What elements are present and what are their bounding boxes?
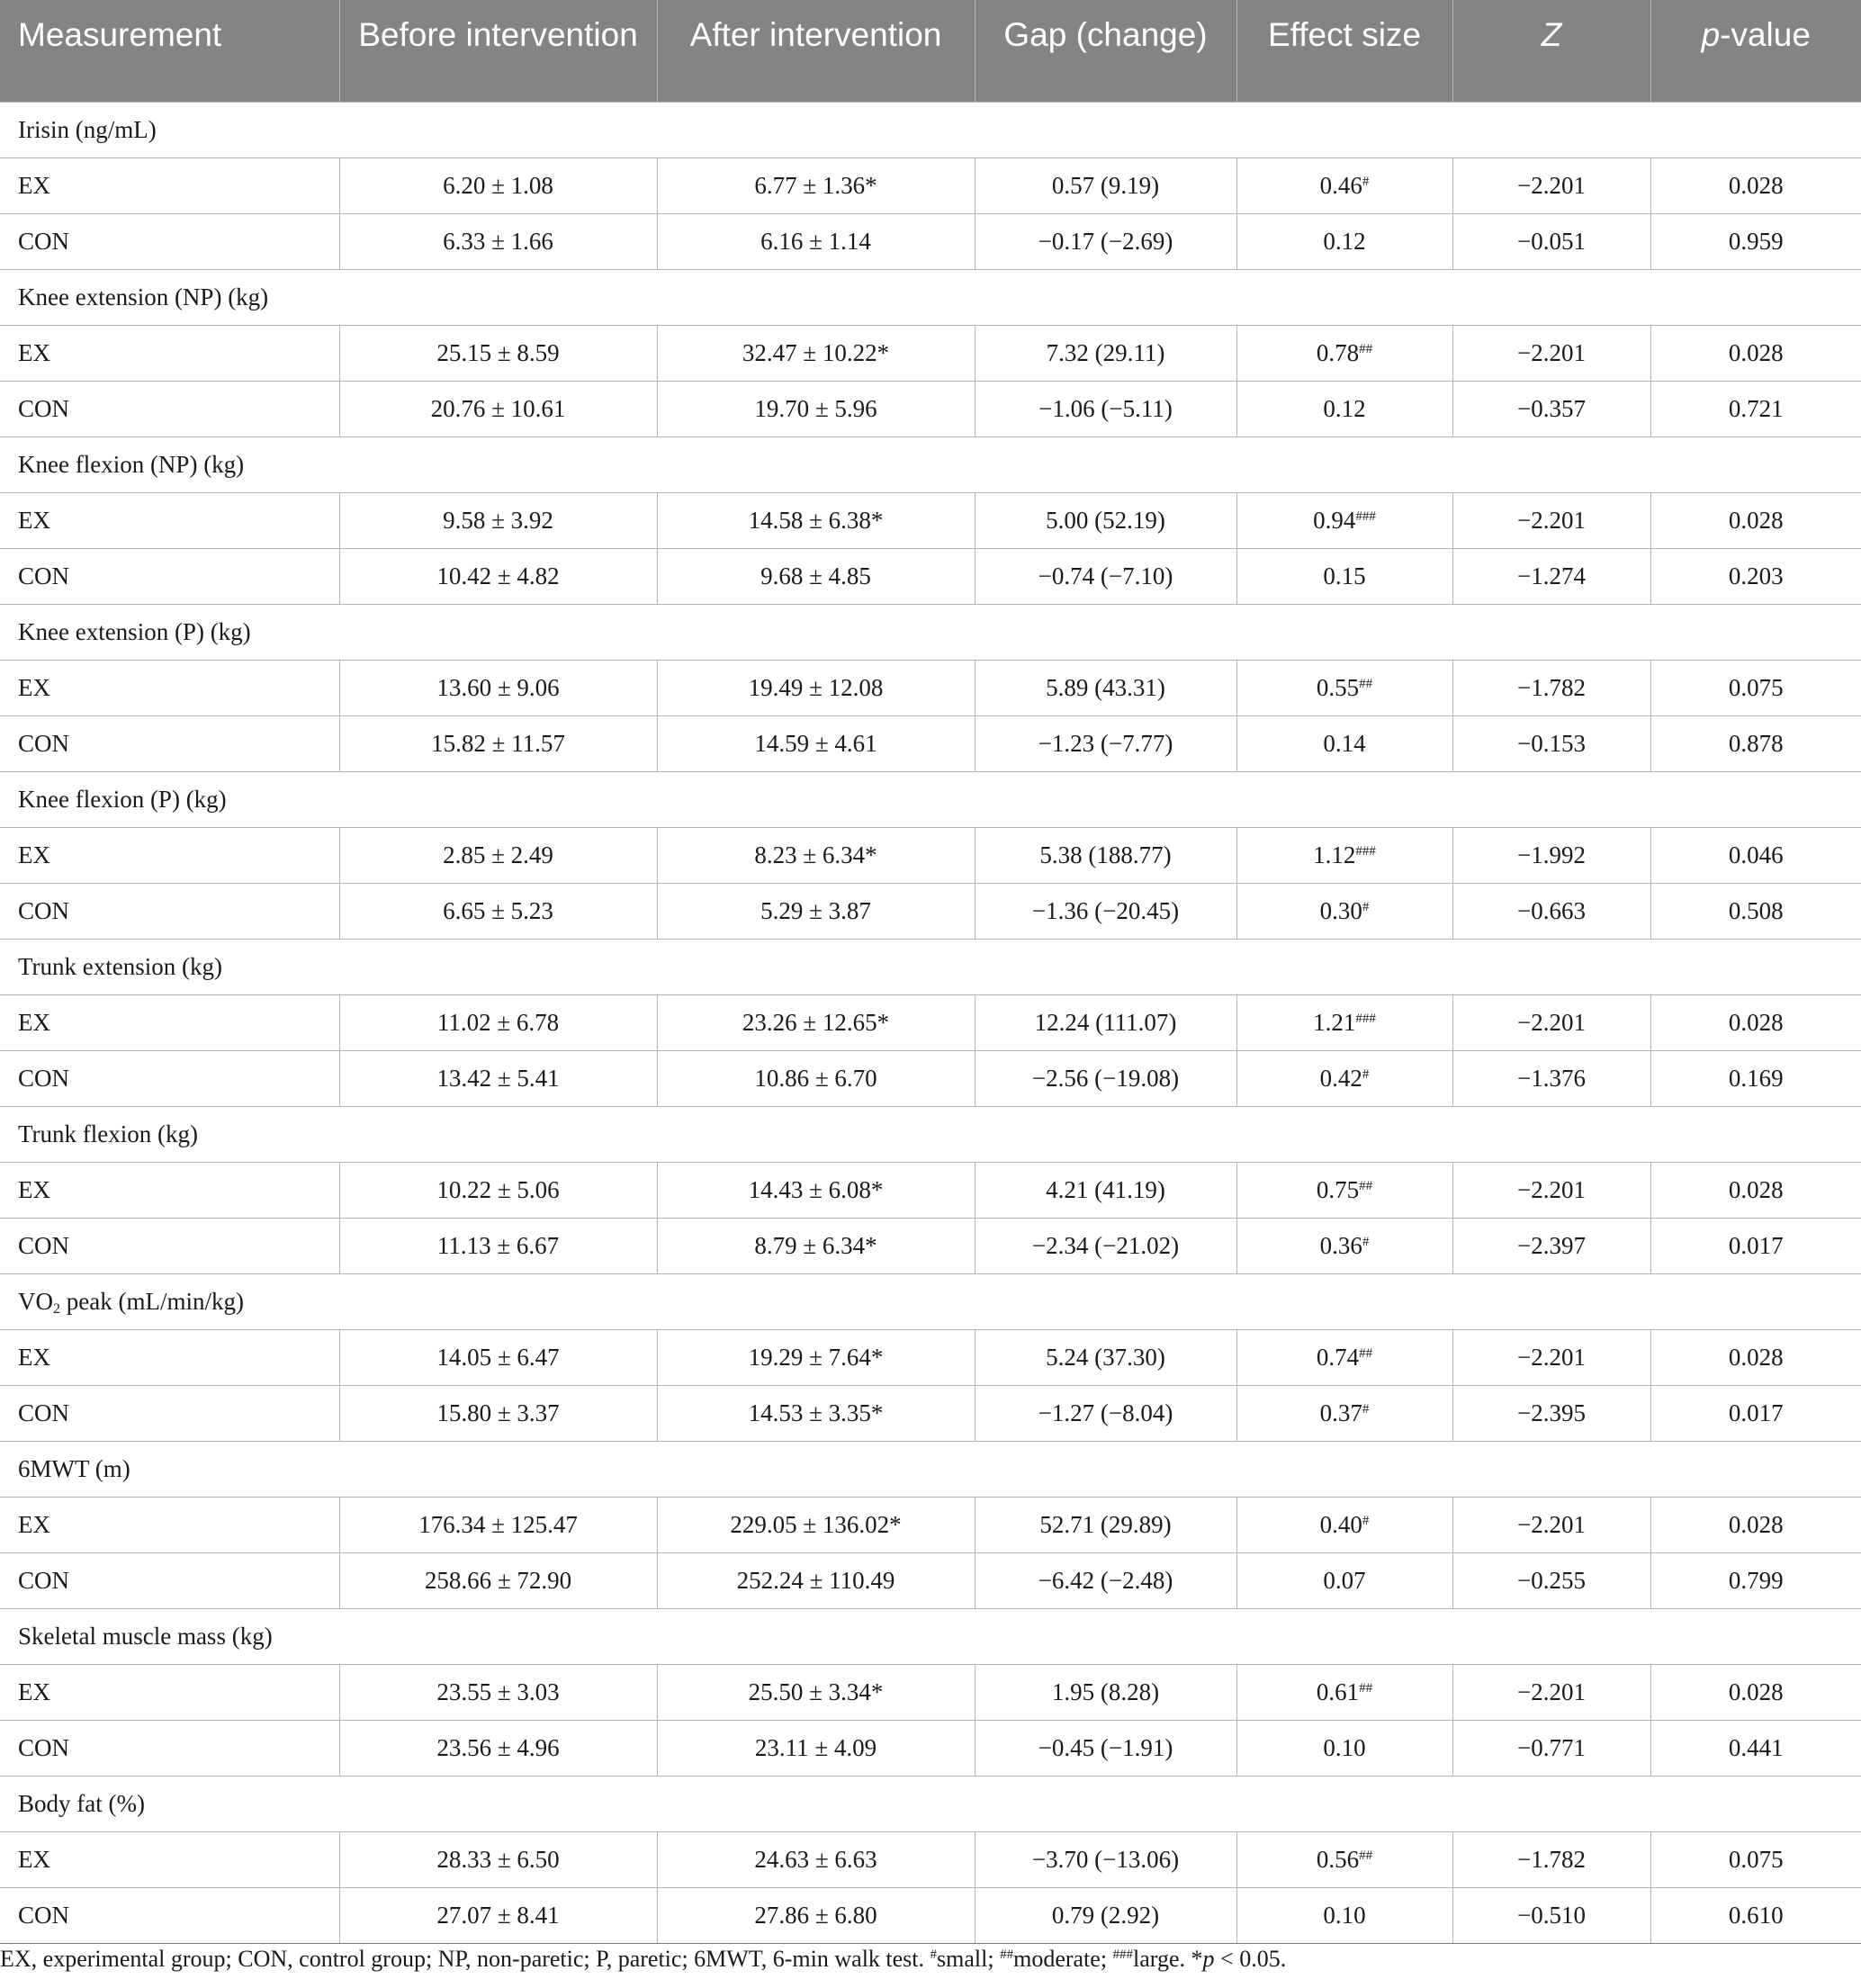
cell-after: 5.29 ± 3.87 — [657, 883, 975, 939]
cell-p-value: 0.203 — [1650, 548, 1861, 604]
cell-before: 11.13 ± 6.67 — [339, 1218, 657, 1273]
effect-size-value: 0.12 — [1323, 395, 1366, 422]
table-row — [0, 1497, 1861, 1552]
effect-size-value: 0.74 — [1316, 1344, 1360, 1371]
effect-size-mark: ## — [1359, 677, 1373, 691]
table-row — [0, 827, 1861, 883]
cell-gap: −6.42 (−2.48) — [975, 1552, 1236, 1608]
group-row — [0, 269, 1861, 325]
cell-p-value: 0.169 — [1650, 1050, 1861, 1106]
cell-after: 25.50 ± 3.34* — [657, 1664, 975, 1720]
effect-size-value: 0.55 — [1316, 674, 1360, 701]
effect-size-value: 0.40 — [1319, 1511, 1362, 1538]
measurement-group-label: Trunk extension (kg) — [0, 939, 1861, 994]
cell-effect-size — [1236, 157, 1452, 213]
effect-size-value: 1.21 — [1313, 1009, 1356, 1036]
cell-z: −1.992 — [1452, 827, 1650, 883]
group-row — [0, 436, 1861, 492]
cell-after: 6.77 ± 1.36* — [657, 157, 975, 213]
cell-z: −2.397 — [1452, 1218, 1650, 1273]
footnote-large: large. * — [1133, 1946, 1203, 1972]
cell-before: 20.76 ± 10.61 — [339, 381, 657, 436]
effect-size-value: 0.94 — [1313, 507, 1356, 534]
group-row — [0, 939, 1861, 994]
measurement-group-label: 6MWT (m) — [0, 1441, 1861, 1497]
cell-group: EX — [0, 157, 339, 213]
table-body — [0, 102, 1861, 1943]
cell-group: CON — [0, 883, 339, 939]
effect-size-mark: # — [1362, 175, 1370, 189]
cell-z: −2.201 — [1452, 325, 1650, 381]
effect-size-mark: # — [1362, 1514, 1370, 1528]
cell-before: 258.66 ± 72.90 — [339, 1552, 657, 1608]
cell-gap: −0.45 (−1.91) — [975, 1720, 1236, 1776]
cell-p-value: 0.721 — [1650, 381, 1861, 436]
table-row — [0, 1050, 1861, 1106]
cell-before: 11.02 ± 6.78 — [339, 994, 657, 1050]
cell-after: 19.49 ± 12.08 — [657, 660, 975, 715]
table-row — [0, 548, 1861, 604]
measurement-group-label: Body fat (%) — [0, 1776, 1861, 1831]
header-after: After intervention — [657, 0, 975, 102]
effect-size-value: 0.10 — [1323, 1734, 1366, 1761]
cell-after: 8.79 ± 6.34* — [657, 1218, 975, 1273]
table-row — [0, 1664, 1861, 1720]
cell-p-value: 0.028 — [1650, 1329, 1861, 1385]
cell-effect-size — [1236, 660, 1452, 715]
table-footnote — [0, 1946, 1286, 1973]
effect-size-mark: # — [1362, 1235, 1370, 1249]
cell-group: EX — [0, 994, 339, 1050]
cell-before: 13.42 ± 5.41 — [339, 1050, 657, 1106]
group-row — [0, 1776, 1861, 1831]
cell-effect-size — [1236, 548, 1452, 604]
cell-gap: −1.36 (−20.45) — [975, 883, 1236, 939]
cell-z: −2.201 — [1452, 1664, 1650, 1720]
effect-size-value: 0.46 — [1319, 172, 1362, 199]
cell-effect-size — [1236, 883, 1452, 939]
cell-before: 13.60 ± 9.06 — [339, 660, 657, 715]
cell-p-value: 0.799 — [1650, 1552, 1861, 1608]
measurement-group-label: Knee flexion (P) (kg) — [0, 771, 1861, 827]
cell-z: −1.782 — [1452, 1831, 1650, 1887]
cell-after: 8.23 ± 6.34* — [657, 827, 975, 883]
cell-p-value: 0.441 — [1650, 1720, 1861, 1776]
cell-effect-size — [1236, 213, 1452, 269]
cell-group: CON — [0, 715, 339, 771]
table-row — [0, 883, 1861, 939]
cell-before: 28.33 ± 6.50 — [339, 1831, 657, 1887]
table-row — [0, 492, 1861, 548]
cell-z: −1.782 — [1452, 660, 1650, 715]
cell-p-value: 0.046 — [1650, 827, 1861, 883]
cell-group: EX — [0, 325, 339, 381]
cell-p-value: 0.028 — [1650, 1162, 1861, 1218]
group-label-subscript: 2 — [53, 1301, 60, 1317]
cell-before: 15.80 ± 3.37 — [339, 1385, 657, 1441]
effect-size-value: 0.15 — [1323, 562, 1366, 589]
header-gap: Gap (change) — [975, 0, 1236, 102]
cell-z: −2.395 — [1452, 1385, 1650, 1441]
footnote-mark-moderate: ## — [1000, 1948, 1014, 1962]
header-p-rest: -value — [1720, 16, 1811, 53]
cell-gap: −1.06 (−5.11) — [975, 381, 1236, 436]
cell-after: 229.05 ± 136.02* — [657, 1497, 975, 1552]
cell-p-value: 0.075 — [1650, 660, 1861, 715]
cell-group: EX — [0, 1831, 339, 1887]
cell-before: 2.85 ± 2.49 — [339, 827, 657, 883]
cell-p-value: 0.028 — [1650, 1664, 1861, 1720]
cell-after: 23.26 ± 12.65* — [657, 994, 975, 1050]
cell-group: EX — [0, 827, 339, 883]
effect-size-value: 0.14 — [1323, 730, 1366, 757]
cell-z: −2.201 — [1452, 1497, 1650, 1552]
table-row — [0, 157, 1861, 213]
cell-group: CON — [0, 213, 339, 269]
effect-size-value: 0.61 — [1316, 1678, 1360, 1705]
cell-p-value: 0.028 — [1650, 492, 1861, 548]
cell-p-value: 0.028 — [1650, 325, 1861, 381]
cell-after: 23.11 ± 4.09 — [657, 1720, 975, 1776]
effect-size-value: 0.42 — [1319, 1065, 1362, 1092]
group-row — [0, 604, 1861, 660]
cell-z: −2.201 — [1452, 1162, 1650, 1218]
table-row — [0, 715, 1861, 771]
cell-gap: −1.23 (−7.77) — [975, 715, 1236, 771]
cell-before: 6.65 ± 5.23 — [339, 883, 657, 939]
effect-size-mark: ## — [1359, 1849, 1373, 1863]
cell-gap: 0.79 (2.92) — [975, 1887, 1236, 1943]
header-row — [0, 0, 1861, 102]
table-row — [0, 381, 1861, 436]
footnote-small: small; — [937, 1946, 1001, 1972]
cell-after: 14.58 ± 6.38* — [657, 492, 975, 548]
cell-before: 6.20 ± 1.08 — [339, 157, 657, 213]
cell-p-value: 0.028 — [1650, 994, 1861, 1050]
cell-group: CON — [0, 1887, 339, 1943]
cell-after: 14.43 ± 6.08* — [657, 1162, 975, 1218]
cell-z: −1.376 — [1452, 1050, 1650, 1106]
cell-z: −0.357 — [1452, 381, 1650, 436]
cell-effect-size — [1236, 1664, 1452, 1720]
cell-effect-size — [1236, 381, 1452, 436]
cell-p-value: 0.017 — [1650, 1385, 1861, 1441]
group-row — [0, 102, 1861, 157]
cell-group: EX — [0, 1162, 339, 1218]
cell-before: 25.15 ± 8.59 — [339, 325, 657, 381]
cell-gap: −2.56 (−19.08) — [975, 1050, 1236, 1106]
effect-size-mark: ## — [1359, 1681, 1373, 1696]
effect-size-value: 0.56 — [1316, 1846, 1360, 1873]
header-measurement: Measurement — [0, 0, 339, 102]
cell-effect-size — [1236, 715, 1452, 771]
cell-after: 252.24 ± 110.49 — [657, 1552, 975, 1608]
cell-gap: 5.89 (43.31) — [975, 660, 1236, 715]
cell-gap: 5.24 (37.30) — [975, 1329, 1236, 1385]
cell-before: 23.56 ± 4.96 — [339, 1720, 657, 1776]
cell-effect-size — [1236, 1385, 1452, 1441]
cell-group: CON — [0, 1720, 339, 1776]
cell-group: EX — [0, 1497, 339, 1552]
group-label-prefix: VO — [18, 1288, 53, 1315]
table-row — [0, 660, 1861, 715]
cell-effect-size — [1236, 1720, 1452, 1776]
header-z — [1452, 0, 1650, 102]
cell-gap: 5.00 (52.19) — [975, 492, 1236, 548]
cell-gap: −2.34 (−21.02) — [975, 1218, 1236, 1273]
cell-z: −2.201 — [1452, 157, 1650, 213]
effect-size-value: 0.78 — [1316, 339, 1360, 366]
cell-gap: 7.32 (29.11) — [975, 325, 1236, 381]
cell-p-value: 0.878 — [1650, 715, 1861, 771]
footnote-mark-small: # — [930, 1948, 938, 1962]
cell-gap: −1.27 (−8.04) — [975, 1385, 1236, 1441]
cell-after: 6.16 ± 1.14 — [657, 213, 975, 269]
footnote-main: EX, experimental group; CON, control group; NP, non-paretic; P, paretic; 6MWT, 6-min walk test. — [0, 1946, 930, 1972]
footnote-p-italic: p — [1202, 1946, 1215, 1972]
cell-group: CON — [0, 1218, 339, 1273]
cell-group: CON — [0, 1552, 339, 1608]
effect-size-mark: ## — [1359, 342, 1373, 356]
cell-effect-size — [1236, 1887, 1452, 1943]
cell-after: 27.86 ± 6.80 — [657, 1887, 975, 1943]
cell-effect-size — [1236, 1329, 1452, 1385]
footnote-mark-large: ### — [1112, 1948, 1134, 1962]
table-row — [0, 213, 1861, 269]
measurement-group-label: Knee extension (P) (kg) — [0, 604, 1861, 660]
table-row — [0, 1887, 1861, 1943]
cell-p-value: 0.075 — [1650, 1831, 1861, 1887]
effect-size-mark: # — [1362, 1402, 1370, 1417]
cell-z: −2.201 — [1452, 994, 1650, 1050]
cell-z: −0.663 — [1452, 883, 1650, 939]
cell-before: 14.05 ± 6.47 — [339, 1329, 657, 1385]
cell-group: CON — [0, 1385, 339, 1441]
effect-size-mark: ### — [1355, 844, 1376, 859]
group-row — [0, 1273, 1861, 1329]
cell-effect-size — [1236, 1831, 1452, 1887]
cell-gap: 5.38 (188.77) — [975, 827, 1236, 883]
cell-z: −0.051 — [1452, 213, 1650, 269]
group-row — [0, 771, 1861, 827]
cell-gap: −0.74 (−7.10) — [975, 548, 1236, 604]
footnote-p-rest: < 0.05. — [1214, 1946, 1287, 1972]
footnote-moderate: moderate; — [1013, 1946, 1113, 1972]
measurement-group-label: Trunk flexion (kg) — [0, 1106, 1861, 1162]
cell-gap: 0.57 (9.19) — [975, 157, 1236, 213]
cell-before: 9.58 ± 3.92 — [339, 492, 657, 548]
measurement-group-label — [0, 1273, 1861, 1329]
cell-gap: 4.21 (41.19) — [975, 1162, 1236, 1218]
header-p-italic: p — [1701, 16, 1721, 53]
effect-size-value: 0.30 — [1319, 897, 1362, 924]
cell-group: EX — [0, 660, 339, 715]
cell-effect-size — [1236, 325, 1452, 381]
effect-size-mark: # — [1362, 900, 1370, 914]
cell-z: −0.255 — [1452, 1552, 1650, 1608]
cell-p-value: 0.028 — [1650, 1497, 1861, 1552]
cell-effect-size — [1236, 994, 1452, 1050]
table-row — [0, 1831, 1861, 1887]
table-row — [0, 1218, 1861, 1273]
cell-z: −2.201 — [1452, 1329, 1650, 1385]
effect-size-value: 0.36 — [1319, 1232, 1362, 1259]
cell-p-value: 0.959 — [1650, 213, 1861, 269]
table-header — [0, 0, 1861, 102]
cell-before: 27.07 ± 8.41 — [339, 1887, 657, 1943]
cell-group: CON — [0, 1050, 339, 1106]
effect-size-value: 0.07 — [1323, 1567, 1366, 1594]
cell-gap: 12.24 (111.07) — [975, 994, 1236, 1050]
group-row — [0, 1106, 1861, 1162]
effect-size-value: 0.12 — [1323, 228, 1366, 255]
group-label-text: peak (mL/min/kg) — [60, 1288, 244, 1315]
header-before: Before intervention — [339, 0, 657, 102]
cell-before: 10.42 ± 4.82 — [339, 548, 657, 604]
cell-group: CON — [0, 548, 339, 604]
cell-group: EX — [0, 492, 339, 548]
cell-effect-size — [1236, 1162, 1452, 1218]
effect-size-value: 0.37 — [1319, 1399, 1362, 1426]
cell-effect-size — [1236, 1050, 1452, 1106]
effect-size-value: 1.12 — [1313, 841, 1356, 868]
cell-before: 10.22 ± 5.06 — [339, 1162, 657, 1218]
table-row — [0, 325, 1861, 381]
effect-size-mark: ## — [1359, 1179, 1373, 1193]
header-z-text: Z — [1541, 16, 1562, 53]
measurement-group-label: Skeletal muscle mass (kg) — [0, 1608, 1861, 1664]
table-row — [0, 1720, 1861, 1776]
measurement-group-label: Knee extension (NP) (kg) — [0, 269, 1861, 325]
cell-after: 19.70 ± 5.96 — [657, 381, 975, 436]
cell-gap: 52.71 (29.89) — [975, 1497, 1236, 1552]
cell-after: 14.59 ± 4.61 — [657, 715, 975, 771]
cell-p-value: 0.508 — [1650, 883, 1861, 939]
cell-z: −2.201 — [1452, 492, 1650, 548]
cell-after: 24.63 ± 6.63 — [657, 1831, 975, 1887]
cell-z: −0.153 — [1452, 715, 1650, 771]
cell-z: −0.771 — [1452, 1720, 1650, 1776]
effect-size-value: 0.10 — [1323, 1902, 1366, 1929]
cell-p-value: 0.017 — [1650, 1218, 1861, 1273]
effect-size-mark: # — [1362, 1067, 1370, 1082]
cell-p-value: 0.610 — [1650, 1887, 1861, 1943]
cell-after: 14.53 ± 3.35* — [657, 1385, 975, 1441]
table-row — [0, 1329, 1861, 1385]
cell-effect-size — [1236, 1552, 1452, 1608]
cell-gap: −3.70 (−13.06) — [975, 1831, 1236, 1887]
cell-after: 32.47 ± 10.22* — [657, 325, 975, 381]
cell-z: −1.274 — [1452, 548, 1650, 604]
cell-group: CON — [0, 381, 339, 436]
cell-group: EX — [0, 1329, 339, 1385]
table-row — [0, 1385, 1861, 1441]
group-row — [0, 1608, 1861, 1664]
table-row — [0, 994, 1861, 1050]
effect-size-mark: ### — [1355, 509, 1376, 524]
effect-size-value: 0.75 — [1316, 1176, 1360, 1203]
cell-before: 15.82 ± 11.57 — [339, 715, 657, 771]
cell-z: −0.510 — [1452, 1887, 1650, 1943]
cell-group: EX — [0, 1664, 339, 1720]
header-effect-size: Effect size — [1236, 0, 1452, 102]
table-row — [0, 1552, 1861, 1608]
effect-size-mark: ## — [1359, 1346, 1373, 1361]
cell-before: 23.55 ± 3.03 — [339, 1664, 657, 1720]
effect-size-mark: ### — [1355, 1012, 1376, 1026]
header-p-value — [1650, 0, 1861, 102]
cell-gap: 1.95 (8.28) — [975, 1664, 1236, 1720]
cell-p-value: 0.028 — [1650, 157, 1861, 213]
cell-after: 19.29 ± 7.64* — [657, 1329, 975, 1385]
cell-effect-size — [1236, 1218, 1452, 1273]
cell-before: 176.34 ± 125.47 — [339, 1497, 657, 1552]
cell-effect-size — [1236, 1497, 1452, 1552]
cell-gap: −0.17 (−2.69) — [975, 213, 1236, 269]
cell-after: 10.86 ± 6.70 — [657, 1050, 975, 1106]
cell-before: 6.33 ± 1.66 — [339, 213, 657, 269]
measurement-group-label: Irisin (ng/mL) — [0, 102, 1861, 157]
group-row — [0, 1441, 1861, 1497]
cell-effect-size — [1236, 492, 1452, 548]
cell-effect-size — [1236, 827, 1452, 883]
measurement-group-label: Knee flexion (NP) (kg) — [0, 436, 1861, 492]
table-row — [0, 1162, 1861, 1218]
cell-after: 9.68 ± 4.85 — [657, 548, 975, 604]
